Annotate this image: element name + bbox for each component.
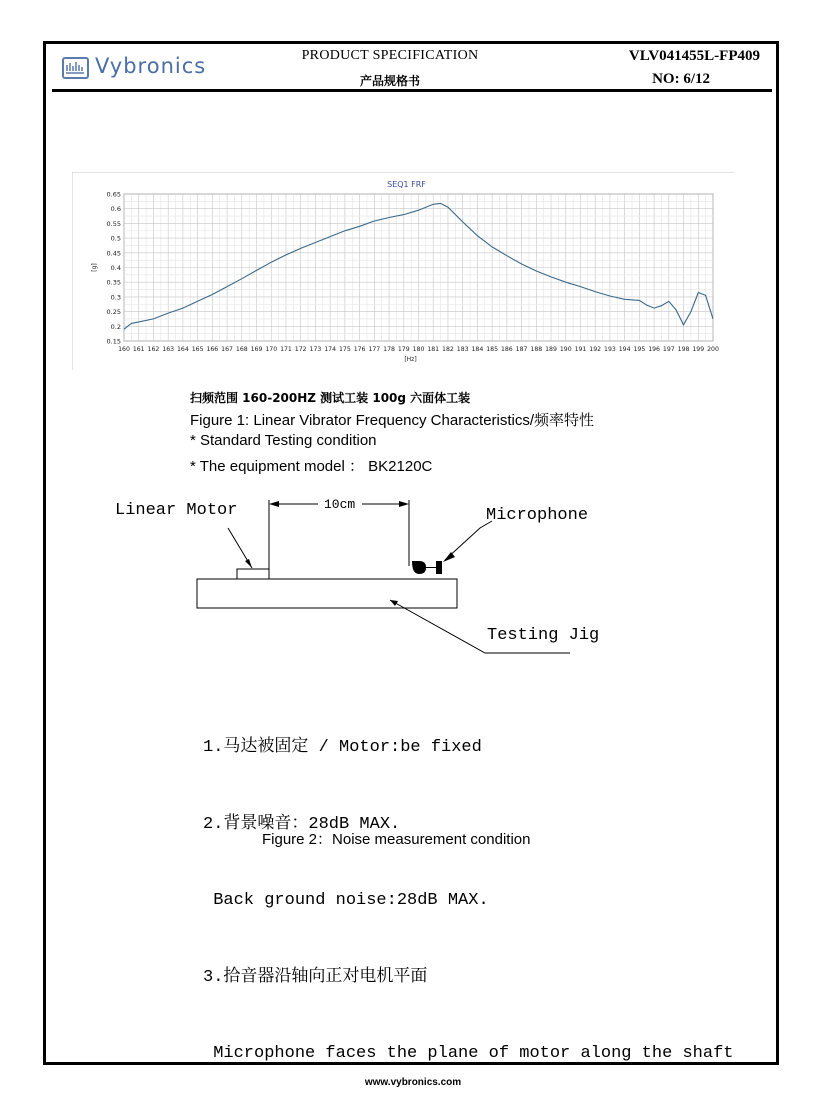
y-tick-label: 0.55 <box>106 219 121 228</box>
x-axis-label: [Hz] <box>404 356 417 363</box>
x-tick-label: 195 <box>633 346 646 353</box>
x-tick-label: 185 <box>486 346 499 353</box>
noise-test-diagram <box>100 488 620 663</box>
x-tick-label: 189 <box>545 346 557 353</box>
document-title: PRODUCT SPECIFICATION <box>301 48 479 63</box>
vybronics-logo <box>62 55 232 83</box>
x-tick-label: 190 <box>559 346 572 353</box>
linear-motor-shape <box>237 569 269 579</box>
x-tick-label: 184 <box>471 346 484 353</box>
page-number: NO: 6/12 <box>652 71 710 87</box>
y-tick-label: 0.2 <box>110 322 121 331</box>
microphone-label: Microphone <box>486 506 589 525</box>
x-tick-label: 187 <box>515 346 528 353</box>
logo-text: Vybronics <box>95 54 207 78</box>
x-tick-label: 200 <box>707 346 719 353</box>
y-tick-label: 0.3 <box>110 293 121 302</box>
x-tick-label: 193 <box>604 346 616 353</box>
x-tick-label: 197 <box>662 346 675 353</box>
y-axis-label: [g] <box>91 263 98 272</box>
x-tick-label: 164 <box>176 346 189 353</box>
x-tick-label: 163 <box>162 346 175 353</box>
x-tick-label: 169 <box>250 346 263 353</box>
x-tick-label: 162 <box>147 346 160 353</box>
x-tick-label: 192 <box>589 346 602 353</box>
y-tick-label: 0.35 <box>106 278 121 287</box>
x-tick-label: 198 <box>677 346 690 353</box>
chart-svg <box>72 172 734 370</box>
sweep-range-caption: 扫频范围 160-200HZ 测试工装 100g 六面体工装 <box>190 391 471 405</box>
figure-2-caption: Figure 2：Noise measurement condition <box>262 831 531 848</box>
testing-jig-label: Testing Jig <box>487 626 600 645</box>
x-tick-label: 176 <box>353 346 366 353</box>
x-tick-label: 199 <box>692 346 705 353</box>
x-tick-label: 179 <box>397 346 410 353</box>
testing-jig-shape <box>197 579 457 608</box>
note-background-noise-cn: 2.背景噪音：28dB MAX. <box>203 814 401 834</box>
x-tick-label: 165 <box>191 346 204 353</box>
x-tick-label: 181 <box>427 346 440 353</box>
x-tick-label: 175 <box>338 346 351 353</box>
x-tick-label: 178 <box>383 346 395 353</box>
y-tick-label: 0.45 <box>106 249 121 258</box>
x-tick-label: 188 <box>530 346 543 353</box>
dimension-arrow-right <box>399 501 409 507</box>
diagram-svg <box>100 488 620 663</box>
note-motor-fixed: 1.马达被固定 / Motor:be fixed <box>203 738 482 757</box>
note-background-noise-en: Back ground noise:28dB MAX. <box>203 891 489 910</box>
x-tick-label: 170 <box>265 346 278 353</box>
noise-notes <box>203 684 734 1092</box>
document-title-cn: 产品规格书 <box>359 74 420 88</box>
x-tick-label: 194 <box>618 346 631 353</box>
y-tick-label: 0.4 <box>110 264 121 272</box>
x-tick-label: 196 <box>648 346 661 353</box>
equipment-model: * The equipment model ： BK2120C <box>190 458 433 475</box>
x-tick-label: 186 <box>500 346 513 353</box>
x-tick-label: 172 <box>294 346 307 353</box>
part-number: VLV041455L-FP409 <box>628 48 760 64</box>
x-tick-label: 168 <box>235 346 248 353</box>
x-tick-label: 180 <box>412 346 425 353</box>
dimension-arrow-left <box>269 501 279 507</box>
x-tick-label: 161 <box>132 346 145 353</box>
x-tick-label: 183 <box>456 346 469 353</box>
logo-icon <box>62 57 89 79</box>
y-tick-label: 0.5 <box>110 234 121 243</box>
microphone-shape <box>412 561 442 574</box>
y-tick-label: 0.25 <box>106 308 121 317</box>
y-tick-label: 0.6 <box>110 205 121 214</box>
x-tick-label: 166 <box>206 346 219 353</box>
x-tick-label: 167 <box>221 346 233 353</box>
x-tick-label: 177 <box>368 346 381 353</box>
figure-1-caption: Figure 1: Linear Vibrator Frequency Characteristics/频率特性 <box>190 412 595 429</box>
linear-motor-label: Linear Motor <box>115 501 238 520</box>
x-tick-label: 160 <box>118 346 130 353</box>
frequency-response-chart <box>72 172 734 370</box>
standard-testing-condition: * Standard Testing condition <box>190 432 377 449</box>
chart-title: SEQ1 FRF <box>387 180 426 189</box>
distance-label: 10cm <box>324 497 356 512</box>
note-microphone-en: Microphone faces the plane of motor along the shaft <box>203 1044 734 1063</box>
y-tick-label: 0.65 <box>106 190 121 199</box>
x-tick-label: 191 <box>574 346 587 353</box>
y-tick-label: 0.15 <box>106 337 121 346</box>
note-microphone-cn: 3.拾音器沿轴向正对电机平面 <box>203 967 428 987</box>
header-divider <box>52 89 772 92</box>
x-tick-label: 174 <box>324 346 337 353</box>
x-tick-label: 182 <box>442 346 454 353</box>
x-tick-label: 173 <box>309 346 322 353</box>
footer-website: www.vybronics.com <box>364 1077 462 1088</box>
x-tick-label: 171 <box>280 346 292 353</box>
